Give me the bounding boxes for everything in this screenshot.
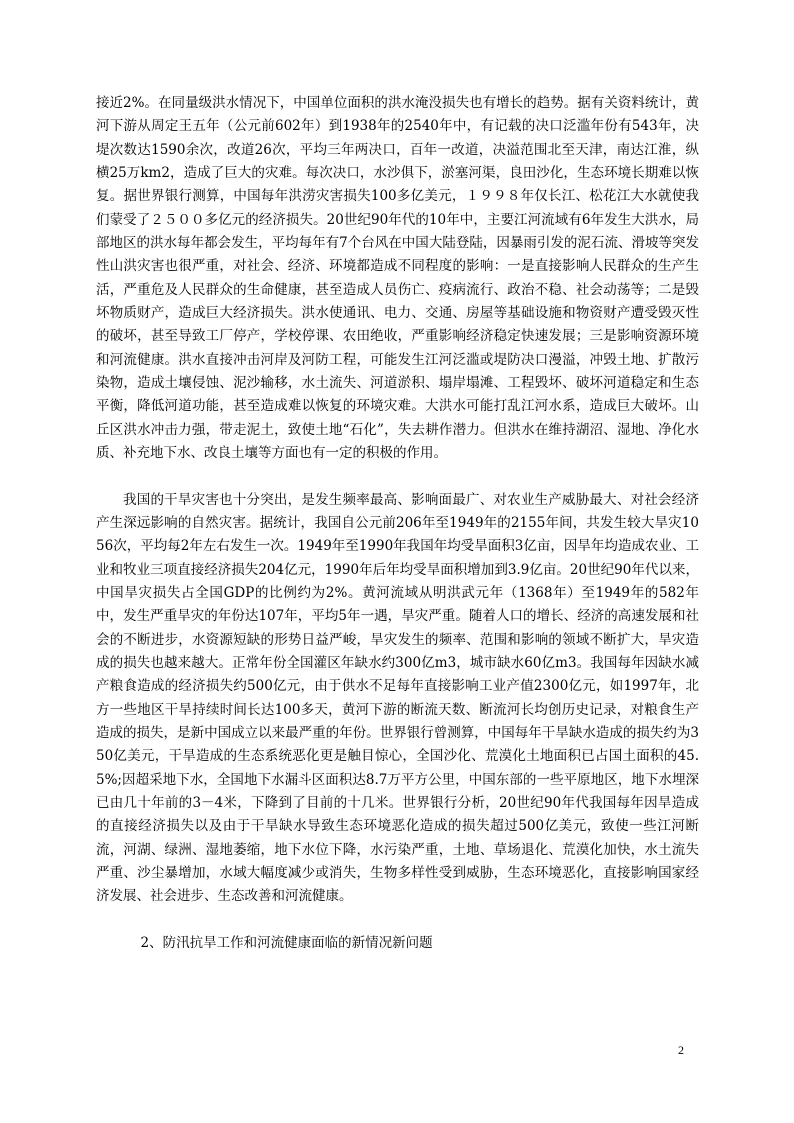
page-body [96, 92, 699, 955]
paragraph-flood-losses: 接近2%。在同量级洪水情况下，中国单位面积的洪水淹没损失也有增长的趋势。据有关资料统计，黄河下游从周定王五年（公元前602年）到1938年的2540年中，有记载的决口泛滥年份有543年，决堤次数达1590余次，改道26次，平均三年两决口，百年一改道，决溢范围北至天津，南达江淮，纵横25万km2，造成了巨大的灾难。每次决口，水沙俱下，淤塞河渠，良田沙化，生态环境长期难以恢复。据世界银行测算，中国每年洪涝灾害损失100多亿美元，１９９８年仅长江、松花江大水就使我们蒙受了２５００多亿元的经济损失。20世纪90年代的10年中，主要江河流域有6年发生大洪水，局部地区的洪水每年都会发生，平均每年有7个台风在中国大陆登陆，因暴雨引发的泥石流、滑坡等突发性山洪灾害也很严重，对社会、经济、环境都造成不同程度的影响：一是直接影响人民群众的生产生活，严重危及人民群众的生命健康，甚至造成人员伤亡、疫病流行、政治不稳、社会动荡等；二是毁坏物质财产，造成巨大经济损失。洪水使通讯、电力、交通、房屋等基础设施和物资财产遭受毁灭性的破坏，甚至导致工厂停产，学校停课、农田绝收，严重影响经济稳定快速发展；三是影响资源环境和河流健康。洪水直接冲击河岸及河防工程，可能发生江河泛滥或堤防决口漫溢，冲毁土地、扩散污染物，造成土壤侵蚀、泥沙输移，水土流失、河道淤积、塌岸塌滩、工程毁坏、破坏河道稳定和生态平衡，降低河道功能，甚至造成难以恢复的环境灾难。大洪水可能打乱江河水系，造成巨大破坏。山丘区洪水冲击力强，带走泥土，致使土地“石化”，失去耕作潜力。但洪水在维持湖沼、湿地、净化水质、补充地下水、改良土壤等方面也有一定的积极的作用。 [96, 95, 699, 462]
page-number: 2 [678, 1043, 684, 1057]
section-heading: 2、防汛抗旱工作和河流健康面临的新情况新问题 [140, 934, 433, 951]
paragraph-drought-disasters: 我国的干旱灾害也十分突出，是发生频率最高、影响面最广、对农业生产威胁最大、对社会经济产生深远影响的自然灾害。据统计，我国自公元前206年至1949年的2155年间，共发生较大旱灾1056次，平均每2年左右发生一次。1949年至1990年我国年均受旱面积3亿亩，因旱年均造成农业、工业和牧业三项直接经济损失204亿元，1990年后年均受旱面积增加到3.9亿亩。20世纪90年代以来，中国旱灾损失占全国GDP的比例约为2%。黄河流域从明洪武元年（1368年）至1949年的582年中，发生严重旱灾的年份达107年，平均5年一遇，旱灾严重。随着人口的增长、经济的高速发展和社会的不断进步，水资源短缺的形势日益严峻，旱灾发生的频率、范围和影响的领域不断扩大，旱灾造成的损失也越来越大。正常年份全国灌区年缺水约300亿m3，城市缺水60亿m3。我国每年因缺水减产粮食造成的经济损失约500亿元，由于供水不足每年直接影响工业产值2300亿元，如1997年，北方一些地区干旱持续时间长达100多天，黄河下游的断流天数、断流河长均创历史记录，对粮食生产造成的损失，是新中国成立以来最严重的年份。世界银行曾测算，中国每年干旱缺水造成的损失约为350亿美元，干旱造成的生态系统恶化更是触目惊心，全国沙化、荒漠化土地面积已占国土面积的45.5%;因超采地下水，全国地下水漏斗区面积达8.7万平方公里，中国东部的一些平原地区，地下水埋深已由几十年前的3－4米，下降到了目前的十几米。世界银行分析，20世纪90年代我国每年因旱造成的直接经济损失以及由于干旱缺水导致生态环境恶化造成的损失超过500亿美元，致使一些江河断流，河湖、绿洲、湿地萎缩，地下水位下降，水污染严重，土地、草场退化、荒漠化加快，水土流失严重、沙尘暴增加，水域大幅度减少或消失，生物多样性受到威胁，生态环境恶化，直接影响国家经济发展、社会进步、生态改善和河流健康。 [96, 491, 699, 905]
